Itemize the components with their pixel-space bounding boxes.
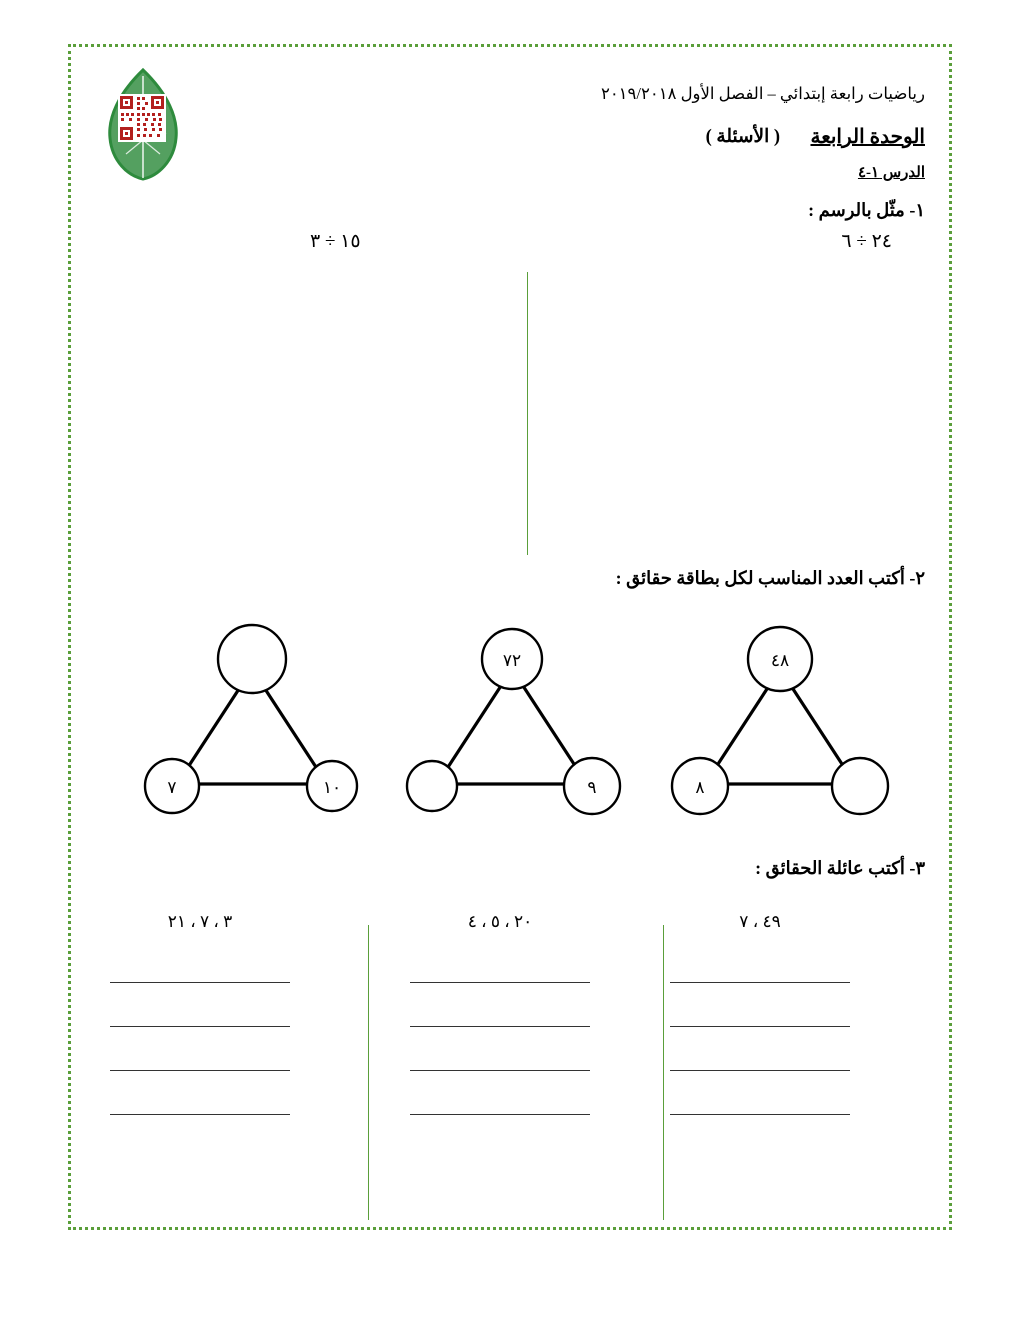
answer-line[interactable] — [410, 1070, 590, 1071]
answer-line[interactable] — [670, 1026, 850, 1027]
triangle-1-top: ٤٨ — [770, 651, 790, 670]
answer-line[interactable] — [410, 1114, 590, 1115]
answer-line[interactable] — [670, 982, 850, 983]
unit-title: الوحدة الرابعة — [810, 126, 925, 148]
answer-line[interactable] — [670, 1114, 850, 1115]
answer-line[interactable] — [110, 1114, 290, 1115]
answer-line[interactable] — [410, 982, 590, 983]
answer-line[interactable] — [670, 1070, 850, 1071]
question-1-expression-left: ١٥ ÷ ٣ — [310, 231, 361, 252]
fact-family-group-1 — [80, 912, 320, 1158]
question-1-vertical-divider — [527, 272, 528, 555]
fact-family-numbers-2: ٢٠ ، ٥ ، ٤ — [467, 912, 533, 931]
answer-lines-3 — [640, 982, 880, 1115]
course-header: رياضيات رابعة إبتدائي – الفصل الأول ٢٠١٩/٢٠١٨ — [600, 84, 925, 103]
fact-family-numbers-1: ٣ ، ٧ ، ٢١ — [167, 912, 233, 931]
triangle-2-right: ٩ — [587, 778, 597, 797]
question-1-title: ١- مثّل بالرسم : — [808, 200, 925, 220]
answer-line[interactable] — [110, 1070, 290, 1071]
qr-code-icon — [118, 94, 166, 142]
triangle-2-top: ٧٢ — [502, 651, 522, 670]
answer-lines-1 — [80, 982, 320, 1115]
answer-line[interactable] — [410, 1026, 590, 1027]
question-2-title: ٢- أكتب العدد المناسب لكل بطاقة حقائق : — [615, 568, 925, 588]
triangle-3-left: ٧ — [167, 778, 177, 797]
answer-lines-2 — [380, 982, 620, 1115]
fact-family-group-3 — [640, 912, 880, 1158]
questions-label: ( الأسئلة ) — [705, 127, 780, 147]
question-3-divider-right — [663, 925, 664, 1220]
answer-line[interactable] — [110, 982, 290, 983]
answer-line[interactable] — [110, 1026, 290, 1027]
question-3-divider-left — [368, 925, 369, 1220]
fact-family-group-2 — [380, 912, 620, 1158]
triangle-1-left: ٨ — [695, 778, 705, 797]
question-1-expression-right: ٢٤ ÷ ٦ — [841, 231, 892, 252]
fact-triangle-3 — [132, 614, 372, 834]
question-3-title: ٣- أكتب عائلة الحقائق : — [755, 858, 925, 878]
fact-triangle-2 — [392, 614, 632, 834]
fact-triangle-1 — [660, 614, 900, 834]
fact-family-numbers-3: ٤٩ ، ٧ — [739, 912, 781, 931]
lesson-label: الدرس ١-٤ — [857, 165, 925, 181]
school-logo — [100, 66, 186, 182]
triangle-3-right: ١٠ — [322, 778, 342, 797]
